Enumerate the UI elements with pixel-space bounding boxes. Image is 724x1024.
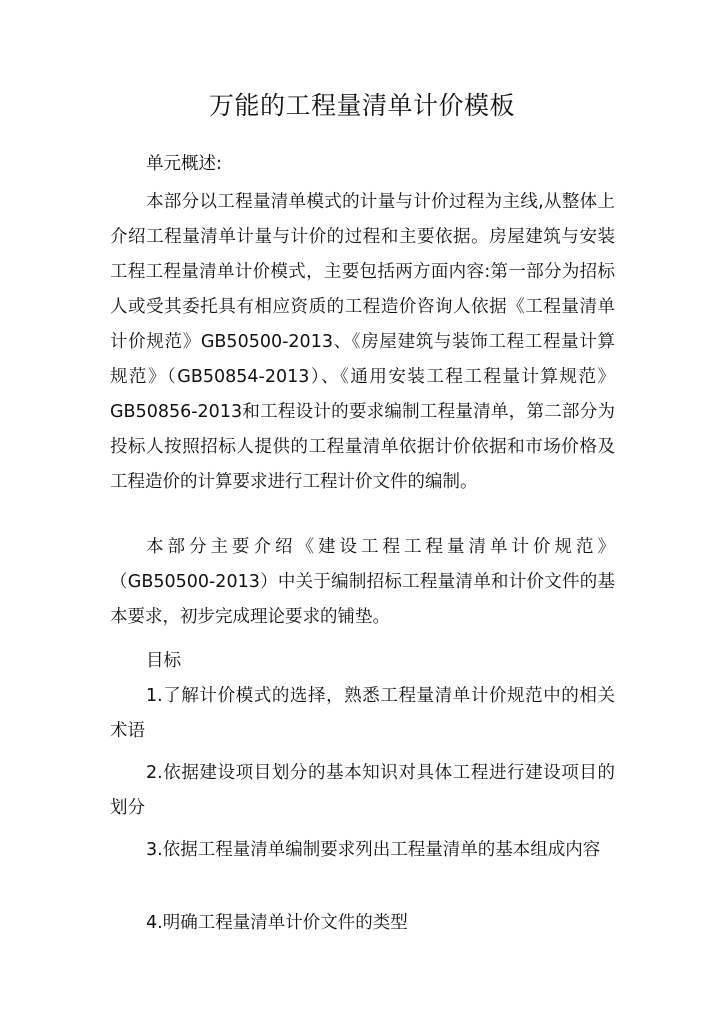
scope-paragraph: 本部分主要介绍《建设工程工程量清单计价规范》（GB50500-2013）中关于编制招标工程量清单和计价文件的基本要求，初步完成理论要求的铺垫。 — [110, 537, 615, 627]
goal-item-1: 1.了解计价模式的选择，熟悉工程量清单计价规范中的相关术语 — [110, 686, 615, 741]
goal-item-2: 2.依据建设项目划分的基本知识对具体工程进行建设项目的划分 — [110, 763, 615, 818]
overview-heading: 单元概述: — [146, 154, 222, 174]
goal-item-3: 3.依据工程量清单编制要求列出工程量清单的基本组成内容 — [146, 840, 601, 860]
document-title: 万能的工程量清单计价模板 — [208, 91, 515, 120]
overview-paragraph: 本部分以工程量清单模式的计量与计价过程为主线,从整体上介绍工程量清单计量与计价的过程和主要依据。房屋建筑与安装工程工程量清单计价模式，主要包括两方面内容:第一部分为招标人或受其委托具有相应资质的工程造价咨询人依据《工程量清单计价规范》GB50500-2013、《房屋建筑与装饰工程工程量计算规范》（GB50854-2013）、《通用安装工程工程量计算规范》GB50856-2013和工程设计的要求编制工程量清单，第二部分为投标人按照招标人提供的工程量清单依据计价依据和市场价格及工程造价的计算要求进行工程计价文件的编制。 — [110, 192, 615, 492]
goals-heading: 目标 — [146, 651, 181, 671]
goal-item-4: 4.明确工程量清单计价文件的类型 — [146, 913, 408, 933]
